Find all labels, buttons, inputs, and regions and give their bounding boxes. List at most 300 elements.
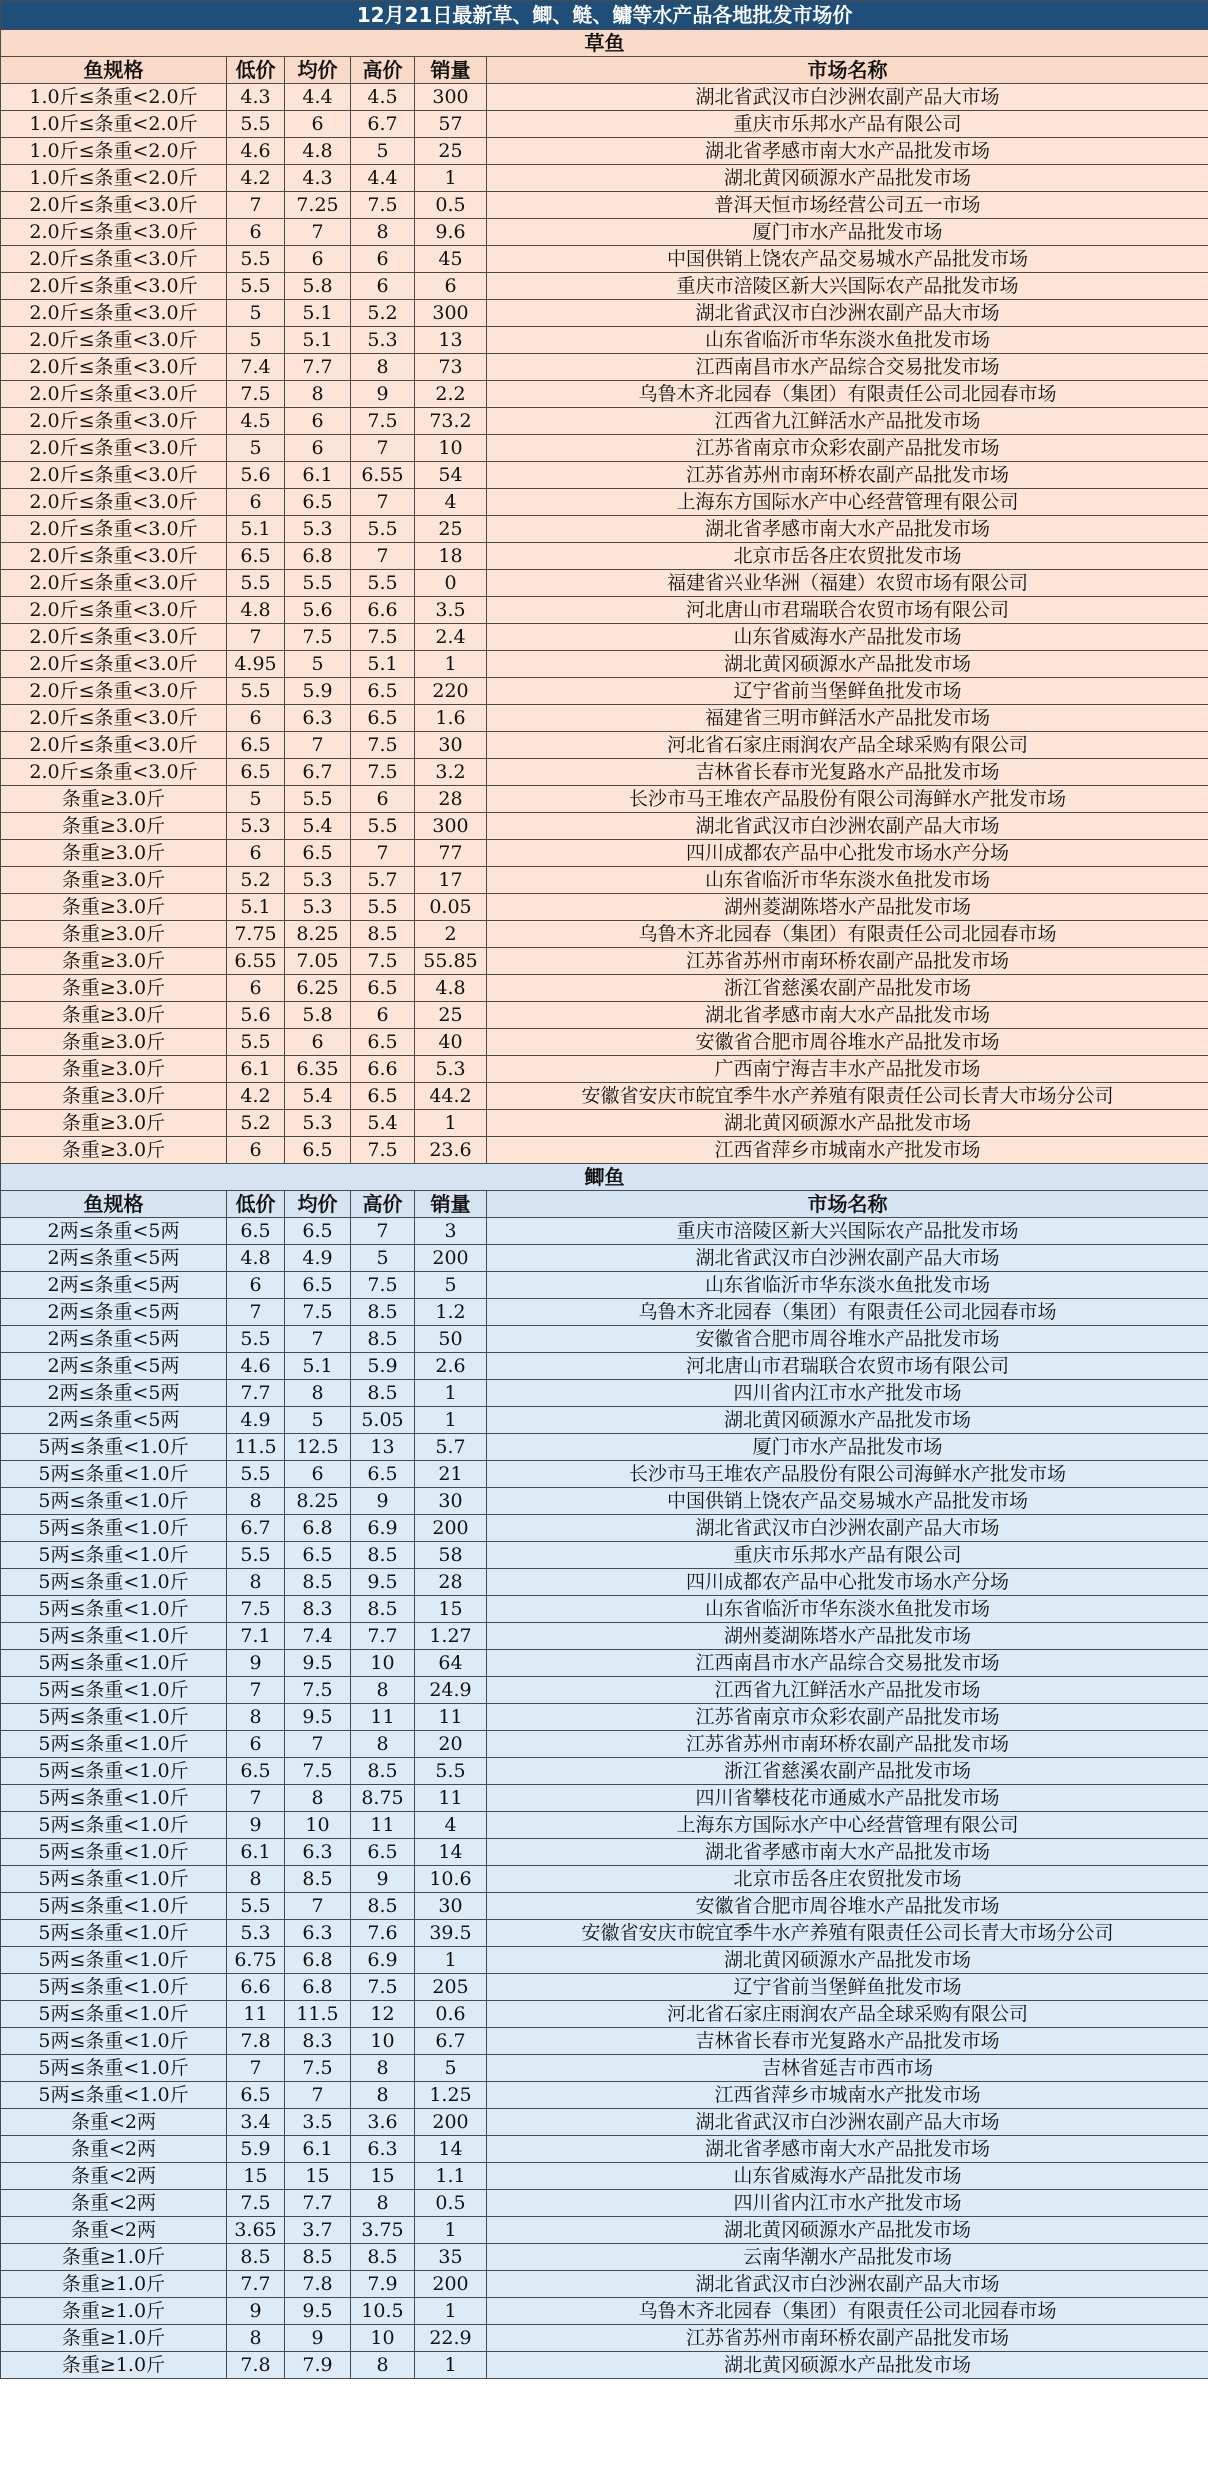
spec-cell: 5两≤条重<1.0斤 xyxy=(1,2082,227,2109)
high-price-cell: 7.5 xyxy=(351,408,415,435)
low-price-cell: 6.55 xyxy=(227,948,285,975)
low-price-cell: 6.5 xyxy=(227,1218,285,1245)
high-price-cell: 7.5 xyxy=(351,948,415,975)
volume-cell: 1 xyxy=(415,1947,487,1974)
market-name-cell: 湖州菱湖陈塔水产品批发市场 xyxy=(487,894,1208,921)
table-row xyxy=(1,1920,1208,1947)
high-price-cell: 6.9 xyxy=(351,1515,415,1542)
avg-price-cell: 8 xyxy=(285,1380,351,1407)
volume-cell: 10.6 xyxy=(415,1866,487,1893)
low-price-cell: 7 xyxy=(227,192,285,219)
avg-price-cell: 5.4 xyxy=(285,1083,351,1110)
market-name-cell: 云南华潮水产品批发市场 xyxy=(487,2244,1208,2271)
low-price-cell: 5.6 xyxy=(227,1002,285,1029)
market-name-cell: 安徽省安庆市皖宜季牛水产养殖有限责任公司长青大市场分公司 xyxy=(487,1920,1208,1947)
table-row xyxy=(1,597,1208,624)
low-price-cell: 4.2 xyxy=(227,165,285,192)
avg-price-cell: 8.5 xyxy=(285,1866,351,1893)
avg-price-cell: 11.5 xyxy=(285,2001,351,2028)
volume-cell: 20 xyxy=(415,1731,487,1758)
market-name-cell: 四川省内江市水产批发市场 xyxy=(487,1380,1208,1407)
table-row xyxy=(1,1380,1208,1407)
high-price-cell: 8 xyxy=(351,2190,415,2217)
volume-cell: 4 xyxy=(415,1812,487,1839)
market-name-cell: 江西南昌市水产品综合交易批发市场 xyxy=(487,354,1208,381)
low-price-cell: 8 xyxy=(227,1488,285,1515)
volume-cell: 0.05 xyxy=(415,894,487,921)
low-price-cell: 6.6 xyxy=(227,1974,285,2001)
volume-cell: 14 xyxy=(415,1839,487,1866)
market-name-cell: 湖北省武汉市白沙洲农副产品大市场 xyxy=(487,84,1208,111)
table-row xyxy=(1,2082,1208,2109)
avg-price-cell: 7.9 xyxy=(285,2352,351,2379)
table-row xyxy=(1,921,1208,948)
low-price-cell: 4.95 xyxy=(227,651,285,678)
avg-price-cell: 12.5 xyxy=(285,1434,351,1461)
volume-cell: 25 xyxy=(415,1002,487,1029)
table-row xyxy=(1,840,1208,867)
high-price-cell: 7.6 xyxy=(351,1920,415,1947)
high-price-cell: 7.5 xyxy=(351,624,415,651)
high-price-cell: 13 xyxy=(351,1434,415,1461)
market-name-cell: 重庆市涪陵区新大兴国际农产品批发市场 xyxy=(487,1218,1208,1245)
avg-price-cell: 6.7 xyxy=(285,759,351,786)
high-price-cell: 5 xyxy=(351,138,415,165)
low-price-cell: 6.5 xyxy=(227,759,285,786)
market-name-cell: 湖北黄冈硕源水产品批发市场 xyxy=(487,651,1208,678)
avg-price-cell: 5.9 xyxy=(285,678,351,705)
table-row xyxy=(1,2190,1208,2217)
low-price-cell: 6 xyxy=(227,840,285,867)
market-name-cell: 湖北省武汉市白沙洲农副产品大市场 xyxy=(487,1515,1208,1542)
volume-cell: 3.5 xyxy=(415,597,487,624)
low-price-cell: 7.8 xyxy=(227,2028,285,2055)
avg-price-cell: 7 xyxy=(285,732,351,759)
high-price-cell: 8.5 xyxy=(351,2244,415,2271)
avg-price-cell: 4.9 xyxy=(285,1245,351,1272)
table-row xyxy=(1,1245,1208,1272)
avg-price-cell: 7.5 xyxy=(285,1677,351,1704)
volume-cell: 40 xyxy=(415,1029,487,1056)
high-price-cell: 10 xyxy=(351,2028,415,2055)
table-row xyxy=(1,759,1208,786)
volume-cell: 54 xyxy=(415,462,487,489)
table-row xyxy=(1,2163,1208,2190)
volume-cell: 1.2 xyxy=(415,1299,487,1326)
column-header: 销量 xyxy=(415,57,487,84)
avg-price-cell: 6.1 xyxy=(285,2136,351,2163)
avg-price-cell: 4.8 xyxy=(285,138,351,165)
avg-price-cell: 6.8 xyxy=(285,1947,351,1974)
high-price-cell: 5.5 xyxy=(351,894,415,921)
high-price-cell: 6.6 xyxy=(351,597,415,624)
low-price-cell: 5.5 xyxy=(227,1461,285,1488)
table-row xyxy=(1,1056,1208,1083)
low-price-cell: 15 xyxy=(227,2163,285,2190)
table-row xyxy=(1,624,1208,651)
volume-cell: 2.4 xyxy=(415,624,487,651)
volume-cell: 5.3 xyxy=(415,1056,487,1083)
low-price-cell: 11.5 xyxy=(227,1434,285,1461)
spec-cell: 2.0斤≤条重<3.0斤 xyxy=(1,489,227,516)
volume-cell: 1 xyxy=(415,2352,487,2379)
low-price-cell: 5.6 xyxy=(227,462,285,489)
spec-cell: 2两≤条重<5两 xyxy=(1,1353,227,1380)
volume-cell: 55.85 xyxy=(415,948,487,975)
low-price-cell: 7 xyxy=(227,2055,285,2082)
spec-cell: 5两≤条重<1.0斤 xyxy=(1,1920,227,1947)
spec-cell: 5两≤条重<1.0斤 xyxy=(1,1461,227,1488)
market-name-cell: 广西南宁海吉丰水产品批发市场 xyxy=(487,1056,1208,1083)
column-header-row xyxy=(1,57,1208,84)
table-row xyxy=(1,300,1208,327)
volume-cell: 30 xyxy=(415,1488,487,1515)
low-price-cell: 6 xyxy=(227,1137,285,1164)
avg-price-cell: 5.3 xyxy=(285,516,351,543)
high-price-cell: 8.5 xyxy=(351,1299,415,1326)
market-name-cell: 江苏省南京市众彩农副产品批发市场 xyxy=(487,1704,1208,1731)
avg-price-cell: 6.8 xyxy=(285,543,351,570)
volume-cell: 57 xyxy=(415,111,487,138)
market-name-cell: 江西省萍乡市城南水产批发市场 xyxy=(487,2082,1208,2109)
volume-cell: 15 xyxy=(415,1596,487,1623)
market-name-cell: 上海东方国际水产中心经营管理有限公司 xyxy=(487,489,1208,516)
low-price-cell: 9 xyxy=(227,2298,285,2325)
market-name-cell: 吉林省长春市光复路水产品批发市场 xyxy=(487,2028,1208,2055)
low-price-cell: 6.5 xyxy=(227,2082,285,2109)
table-row xyxy=(1,1866,1208,1893)
volume-cell: 64 xyxy=(415,1650,487,1677)
high-price-cell: 5.5 xyxy=(351,516,415,543)
volume-cell: 1 xyxy=(415,1380,487,1407)
low-price-cell: 8 xyxy=(227,1569,285,1596)
low-price-cell: 7 xyxy=(227,1785,285,1812)
table-row xyxy=(1,138,1208,165)
table-row xyxy=(1,435,1208,462)
volume-cell: 23.6 xyxy=(415,1137,487,1164)
volume-cell: 73 xyxy=(415,354,487,381)
table-row xyxy=(1,1704,1208,1731)
low-price-cell: 6.5 xyxy=(227,1758,285,1785)
table-row xyxy=(1,408,1208,435)
volume-cell: 25 xyxy=(415,516,487,543)
table-row xyxy=(1,1785,1208,1812)
column-header: 低价 xyxy=(227,57,285,84)
market-name-cell: 中国供销上饶农产品交易城水产品批发市场 xyxy=(487,1488,1208,1515)
high-price-cell: 4.4 xyxy=(351,165,415,192)
table-row xyxy=(1,1407,1208,1434)
avg-price-cell: 5.3 xyxy=(285,894,351,921)
page-title: 12月21日最新草、鲫、鲢、鳙等水产品各地批发市场价 xyxy=(1,1,1208,30)
market-name-cell: 长沙市马王堆农产品股份有限公司海鲜水产批发市场 xyxy=(487,1461,1208,1488)
spec-cell: 2两≤条重<5两 xyxy=(1,1326,227,1353)
low-price-cell: 5 xyxy=(227,300,285,327)
low-price-cell: 7.4 xyxy=(227,354,285,381)
volume-cell: 1 xyxy=(415,1407,487,1434)
table-row xyxy=(1,192,1208,219)
section-title: 草鱼 xyxy=(1,30,1208,57)
avg-price-cell: 7.05 xyxy=(285,948,351,975)
volume-cell: 2.6 xyxy=(415,1353,487,1380)
volume-cell: 220 xyxy=(415,678,487,705)
volume-cell: 3.2 xyxy=(415,759,487,786)
low-price-cell: 6.75 xyxy=(227,1947,285,1974)
table-row xyxy=(1,1353,1208,1380)
market-name-cell: 北京市岳各庄农贸批发市场 xyxy=(487,1866,1208,1893)
high-price-cell: 8.5 xyxy=(351,921,415,948)
avg-price-cell: 7 xyxy=(285,1893,351,1920)
volume-cell: 4.8 xyxy=(415,975,487,1002)
volume-cell: 0.5 xyxy=(415,192,487,219)
volume-cell: 28 xyxy=(415,786,487,813)
spec-cell: 2两≤条重<5两 xyxy=(1,1407,227,1434)
market-name-cell: 安徽省安庆市皖宜季牛水产养殖有限责任公司长青大市场分公司 xyxy=(487,1083,1208,1110)
high-price-cell: 7.5 xyxy=(351,1272,415,1299)
spec-cell: 2.0斤≤条重<3.0斤 xyxy=(1,300,227,327)
volume-cell: 11 xyxy=(415,1704,487,1731)
high-price-cell: 8.5 xyxy=(351,1596,415,1623)
spec-cell: 5两≤条重<1.0斤 xyxy=(1,1650,227,1677)
spec-cell: 2.0斤≤条重<3.0斤 xyxy=(1,408,227,435)
spec-cell: 5两≤条重<1.0斤 xyxy=(1,1488,227,1515)
high-price-cell: 7.7 xyxy=(351,1623,415,1650)
market-name-cell: 湖北黄冈硕源水产品批发市场 xyxy=(487,165,1208,192)
high-price-cell: 5.5 xyxy=(351,570,415,597)
spec-cell: 2.0斤≤条重<3.0斤 xyxy=(1,219,227,246)
spec-cell: 5两≤条重<1.0斤 xyxy=(1,1866,227,1893)
high-price-cell: 8.5 xyxy=(351,1758,415,1785)
avg-price-cell: 6.3 xyxy=(285,1839,351,1866)
column-header: 低价 xyxy=(227,1191,285,1218)
table-row xyxy=(1,219,1208,246)
table-row xyxy=(1,381,1208,408)
avg-price-cell: 8.25 xyxy=(285,921,351,948)
spec-cell: 1.0斤≤条重<2.0斤 xyxy=(1,138,227,165)
avg-price-cell: 6.8 xyxy=(285,1974,351,2001)
spec-cell: 5两≤条重<1.0斤 xyxy=(1,1677,227,1704)
avg-price-cell: 7.7 xyxy=(285,354,351,381)
avg-price-cell: 6.1 xyxy=(285,462,351,489)
volume-cell: 10 xyxy=(415,435,487,462)
avg-price-cell: 6 xyxy=(285,1029,351,1056)
spec-cell: 条重≥3.0斤 xyxy=(1,786,227,813)
high-price-cell: 5.9 xyxy=(351,1353,415,1380)
title-row xyxy=(1,1,1208,30)
high-price-cell: 6.5 xyxy=(351,1461,415,1488)
spec-cell: 5两≤条重<1.0斤 xyxy=(1,1569,227,1596)
spec-cell: 2.0斤≤条重<3.0斤 xyxy=(1,678,227,705)
avg-price-cell: 9.5 xyxy=(285,1704,351,1731)
table-row xyxy=(1,1947,1208,1974)
volume-cell: 1 xyxy=(415,165,487,192)
high-price-cell: 5.4 xyxy=(351,1110,415,1137)
market-name-cell: 北京市岳各庄农贸批发市场 xyxy=(487,543,1208,570)
spec-cell: 条重≥1.0斤 xyxy=(1,2352,227,2379)
market-name-cell: 山东省临沂市华东淡水鱼批发市场 xyxy=(487,1272,1208,1299)
avg-price-cell: 4.3 xyxy=(285,165,351,192)
spec-cell: 5两≤条重<1.0斤 xyxy=(1,1704,227,1731)
low-price-cell: 7 xyxy=(227,1299,285,1326)
spec-cell: 5两≤条重<1.0斤 xyxy=(1,1974,227,2001)
high-price-cell: 9 xyxy=(351,1488,415,1515)
volume-cell: 0.5 xyxy=(415,2190,487,2217)
market-name-cell: 乌鲁木齐北园春（集团）有限责任公司北园春市场 xyxy=(487,921,1208,948)
spec-cell: 2.0斤≤条重<3.0斤 xyxy=(1,273,227,300)
high-price-cell: 8 xyxy=(351,2082,415,2109)
high-price-cell: 6.6 xyxy=(351,1056,415,1083)
market-name-cell: 湖北省孝感市南大水产品批发市场 xyxy=(487,2136,1208,2163)
volume-cell: 200 xyxy=(415,1515,487,1542)
high-price-cell: 10 xyxy=(351,2325,415,2352)
high-price-cell: 9 xyxy=(351,1866,415,1893)
table-row xyxy=(1,2217,1208,2244)
table-row xyxy=(1,1812,1208,1839)
market-name-cell: 江西省九江鲜活水产品批发市场 xyxy=(487,1677,1208,1704)
volume-cell: 200 xyxy=(415,2271,487,2298)
spec-cell: 条重<2两 xyxy=(1,2109,227,2136)
high-price-cell: 10 xyxy=(351,1650,415,1677)
avg-price-cell: 6.5 xyxy=(285,1137,351,1164)
spec-cell: 条重≥3.0斤 xyxy=(1,1029,227,1056)
table-row xyxy=(1,705,1208,732)
avg-price-cell: 7.5 xyxy=(285,624,351,651)
volume-cell: 1.25 xyxy=(415,2082,487,2109)
volume-cell: 30 xyxy=(415,1893,487,1920)
table-row xyxy=(1,1758,1208,1785)
volume-cell: 58 xyxy=(415,1542,487,1569)
spec-cell: 2.0斤≤条重<3.0斤 xyxy=(1,597,227,624)
avg-price-cell: 7.8 xyxy=(285,2271,351,2298)
spec-cell: 2.0斤≤条重<3.0斤 xyxy=(1,651,227,678)
avg-price-cell: 10 xyxy=(285,1812,351,1839)
table-row xyxy=(1,84,1208,111)
spec-cell: 2.0斤≤条重<3.0斤 xyxy=(1,732,227,759)
avg-price-cell: 5 xyxy=(285,1407,351,1434)
low-price-cell: 7.5 xyxy=(227,1596,285,1623)
column-header: 市场名称 xyxy=(487,1191,1208,1218)
high-price-cell: 6.7 xyxy=(351,111,415,138)
spec-cell: 5两≤条重<1.0斤 xyxy=(1,1434,227,1461)
volume-cell: 5.5 xyxy=(415,1758,487,1785)
market-name-cell: 山东省临沂市华东淡水鱼批发市场 xyxy=(487,327,1208,354)
high-price-cell: 6 xyxy=(351,246,415,273)
market-name-cell: 江苏省南京市众彩农副产品批发市场 xyxy=(487,435,1208,462)
table-row xyxy=(1,516,1208,543)
high-price-cell: 15 xyxy=(351,2163,415,2190)
low-price-cell: 5 xyxy=(227,327,285,354)
table-row xyxy=(1,354,1208,381)
table-row xyxy=(1,1488,1208,1515)
market-name-cell: 湖北省孝感市南大水产品批发市场 xyxy=(487,138,1208,165)
high-price-cell: 8 xyxy=(351,1731,415,1758)
volume-cell: 5 xyxy=(415,1272,487,1299)
table-row xyxy=(1,975,1208,1002)
spec-cell: 2两≤条重<5两 xyxy=(1,1272,227,1299)
avg-price-cell: 5.1 xyxy=(285,1353,351,1380)
volume-cell: 50 xyxy=(415,1326,487,1353)
volume-cell: 28 xyxy=(415,1569,487,1596)
avg-price-cell: 5.3 xyxy=(285,867,351,894)
table-row xyxy=(1,894,1208,921)
market-name-cell: 湖北黄冈硕源水产品批发市场 xyxy=(487,1407,1208,1434)
market-name-cell: 乌鲁木齐北园春（集团）有限责任公司北园春市场 xyxy=(487,2298,1208,2325)
market-name-cell: 浙江省慈溪农副产品批发市场 xyxy=(487,1758,1208,1785)
volume-cell: 1 xyxy=(415,1110,487,1137)
high-price-cell: 6 xyxy=(351,786,415,813)
low-price-cell: 8 xyxy=(227,1704,285,1731)
table-row xyxy=(1,543,1208,570)
table-row xyxy=(1,570,1208,597)
table-row xyxy=(1,2028,1208,2055)
volume-cell: 5.7 xyxy=(415,1434,487,1461)
market-name-cell: 江苏省苏州市南环桥农副产品批发市场 xyxy=(487,1731,1208,1758)
market-name-cell: 山东省临沂市华东淡水鱼批发市场 xyxy=(487,867,1208,894)
high-price-cell: 11 xyxy=(351,1812,415,1839)
market-name-cell: 上海东方国际水产中心经营管理有限公司 xyxy=(487,1812,1208,1839)
high-price-cell: 5.3 xyxy=(351,327,415,354)
high-price-cell: 8.75 xyxy=(351,1785,415,1812)
market-name-cell: 四川成都农产品中心批发市场水产分场 xyxy=(487,1569,1208,1596)
avg-price-cell: 7 xyxy=(285,2082,351,2109)
spec-cell: 5两≤条重<1.0斤 xyxy=(1,1731,227,1758)
spec-cell: 条重<2两 xyxy=(1,2163,227,2190)
table-row xyxy=(1,2352,1208,2379)
low-price-cell: 5.1 xyxy=(227,516,285,543)
spec-cell: 条重<2两 xyxy=(1,2217,227,2244)
low-price-cell: 5.5 xyxy=(227,1893,285,1920)
table-row xyxy=(1,1272,1208,1299)
table-row xyxy=(1,1542,1208,1569)
low-price-cell: 5.5 xyxy=(227,246,285,273)
spec-cell: 2.0斤≤条重<3.0斤 xyxy=(1,192,227,219)
spec-cell: 2.0斤≤条重<3.0斤 xyxy=(1,327,227,354)
high-price-cell: 6 xyxy=(351,1002,415,1029)
avg-price-cell: 6 xyxy=(285,408,351,435)
volume-cell: 14 xyxy=(415,2136,487,2163)
high-price-cell: 7 xyxy=(351,489,415,516)
avg-price-cell: 8.5 xyxy=(285,2244,351,2271)
spec-cell: 5两≤条重<1.0斤 xyxy=(1,1785,227,1812)
spec-cell: 条重≥1.0斤 xyxy=(1,2271,227,2298)
volume-cell: 77 xyxy=(415,840,487,867)
volume-cell: 6.7 xyxy=(415,2028,487,2055)
table-row xyxy=(1,1434,1208,1461)
volume-cell: 25 xyxy=(415,138,487,165)
volume-cell: 3 xyxy=(415,1218,487,1245)
low-price-cell: 5.1 xyxy=(227,894,285,921)
low-price-cell: 4.3 xyxy=(227,84,285,111)
avg-price-cell: 6.5 xyxy=(285,489,351,516)
volume-cell: 2 xyxy=(415,921,487,948)
table-row xyxy=(1,1083,1208,1110)
market-name-cell: 山东省威海水产品批发市场 xyxy=(487,624,1208,651)
spec-cell: 2两≤条重<5两 xyxy=(1,1218,227,1245)
low-price-cell: 7.7 xyxy=(227,2271,285,2298)
high-price-cell: 4.5 xyxy=(351,84,415,111)
high-price-cell: 12 xyxy=(351,2001,415,2028)
table-row xyxy=(1,2244,1208,2271)
market-name-cell: 四川省内江市水产批发市场 xyxy=(487,2190,1208,2217)
spec-cell: 2.0斤≤条重<3.0斤 xyxy=(1,516,227,543)
high-price-cell: 8.5 xyxy=(351,1542,415,1569)
avg-price-cell: 8.3 xyxy=(285,2028,351,2055)
spec-cell: 1.0斤≤条重<2.0斤 xyxy=(1,84,227,111)
volume-cell: 73.2 xyxy=(415,408,487,435)
volume-cell: 13 xyxy=(415,327,487,354)
market-name-cell: 湖北省孝感市南大水产品批发市场 xyxy=(487,516,1208,543)
market-name-cell: 四川省攀枝花市通威水产品批发市场 xyxy=(487,1785,1208,1812)
volume-cell: 1 xyxy=(415,2298,487,2325)
